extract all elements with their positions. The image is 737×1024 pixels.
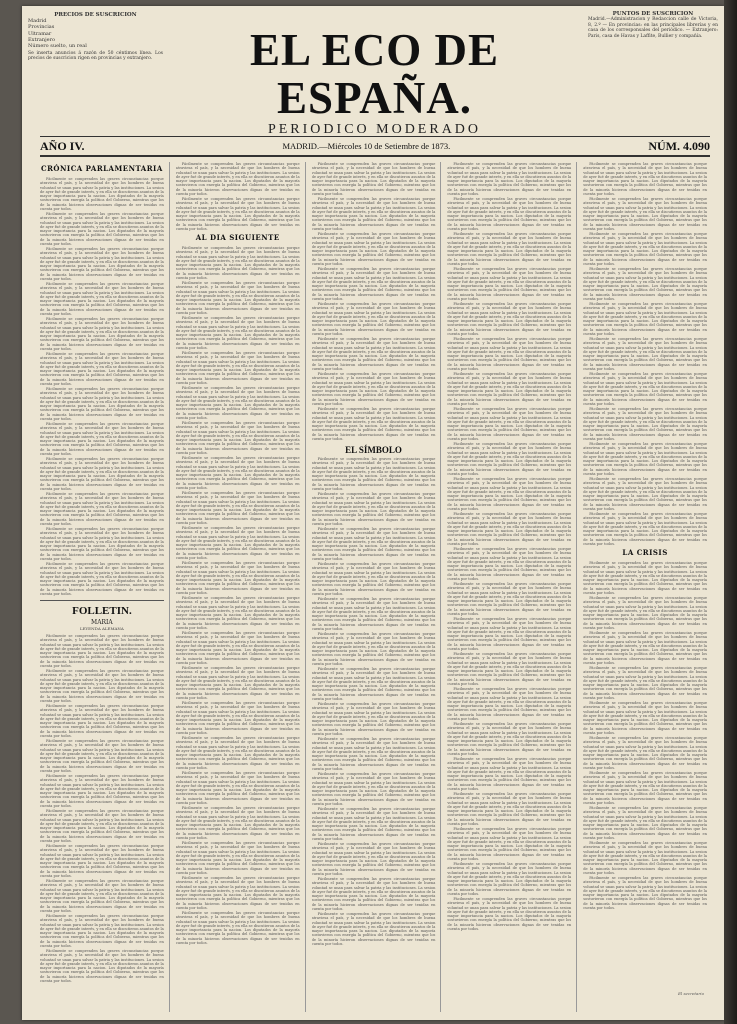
paragraph: Fácilmente se comprenden las graves circunstancias porque atraviesa el país, y la necesidad de que los hombres de buena voluntad se unan para salvar la patria y las instituciones. La sesion de ayer fué de grande interés, y en ella se discutieron asuntos de la mayor importancia para la nacion. Los diputados de la mayoría sostuvieron con energía la política del Gobierno, mientras que los de la minoría hicieron observaciones dignas de ser tenidas en cuenta por todos. xyxy=(175,246,300,280)
paragraph: Fácilmente se comprenden las graves circunstancias porque atraviesa el país, y la necesidad de que los hombres de buena voluntad se unan para salvar la patria y las instituciones. La sesion de ayer fué de grande interés, y en ella se discutieron asuntos de la mayor importancia para la nacion. Los diputados de la mayoría sostuvieron con energía la política del Gobierno, mientras que los de la minoría hicieron observaciones dignas de ser tenidas en cuenta por todos. xyxy=(175,666,300,700)
paragraph: Fácilmente se comprenden las graves circunstancias porque atraviesa el país, y la necesidad de que los hombres de buena voluntad se unan para salvar la patria y las instituciones. La sesion de ayer fué de grande interés, y en ella se discutieron asuntos de la mayor importancia para la nacion. Los diputados de la mayoría sostuvieron con energía la política del Gobierno, mientras que los de la minoría hicieron observaciones dignas de ser tenidas en cuenta por todos. xyxy=(583,701,707,735)
paragraph: Fácilmente se comprenden las graves circunstancias porque atraviesa el país, y la necesidad de que los hombres de buena voluntad se unan para salvar la patria y las instituciones. La sesion de ayer fué de grande interés, y en ella se discutieron asuntos de la mayor importancia para la nacion. Los diputados de la mayoría sostuvieron con energía la política del Gobierno, mientras que los de la minoría hicieron observaciones dignas de ser tenidas en cuenta por todos. xyxy=(311,162,436,196)
paragraph: Fácilmente se comprenden las graves circunstancias porque atraviesa el país, y la necesidad de que los hombres de buena voluntad se unan para salvar la patria y las instituciones. La sesion de ayer fué de grande interés, y en ella se discutieron asuntos de la mayor importancia para la nacion. Los diputados de la mayoría sostuvieron con energía la política del Gobierno, mientras que los de la minoría hicieron observaciones dignas de ser tenidas en cuenta por todos. xyxy=(447,442,572,476)
paragraph: Fácilmente se comprenden las graves circunstancias porque atraviesa el país, y la necesidad de que los hombres de buena voluntad se unan para salvar la patria y las instituciones. La sesion de ayer fué de grande interés, y en ella se discutieron asuntos de la mayor importancia para la nacion. Los diputados de la mayoría sostuvieron con energía la política del Gobierno, mientras que los de la minoría hicieron observaciones dignas de ser tenidas en cuenta por todos. xyxy=(583,666,707,700)
paragraph: Fácilmente se comprenden las graves circunstancias porque atraviesa el país, y la necesidad de que los hombres de buena voluntad se unan para salvar la patria y las instituciones. La sesion de ayer fué de grande interés, y en ella se discutieron asuntos de la mayor importancia para la nacion. Los diputados de la mayoría sostuvieron con energía la política del Gobierno, mientras que los de la minoría hicieron observaciones dignas de ser tenidas en cuenta por todos. xyxy=(175,806,300,840)
paragraph: Fácilmente se comprenden las graves circunstancias porque atraviesa el país, y la necesidad de que los hombres de buena voluntad se unan para salvar la patria y las instituciones. La sesion de ayer fué de grande interés, y en ella se discutieron asuntos de la mayor importancia para la nacion. Los diputados de la mayoría sostuvieron con energía la política del Gobierno, mientras que los de la minoría hicieron observaciones dignas de ser tenidas en cuenta por todos. xyxy=(447,232,572,266)
price-row: Extranjero xyxy=(28,36,55,43)
paragraph: Fácilmente se comprenden las graves circunstancias porque atraviesa el país, y la necesidad de que los hombres de buena voluntad se unan para salvar la patria y las instituciones. La sesion de ayer fué de grande interés, y en ella se discutieron asuntos de la mayor importancia para la nacion. Los diputados de la mayoría sostuvieron con energía la política del Gobierno, mientras que los de la minoría hicieron observaciones dignas de ser tenidas en cuenta por todos. xyxy=(583,477,707,511)
paragraph: Fácilmente se comprenden las graves circunstancias porque atraviesa el país, y la necesidad de que los hombres de buena voluntad se unan para salvar la patria y las instituciones. La sesion de ayer fué de grande interés, y en ella se discutieron asuntos de la mayor importancia para la nacion. Los diputados de la mayoría sostuvieron con energía la política del Gobierno, mientras que los de la minoría hicieron observaciones dignas de ser tenidas en cuenta por todos. xyxy=(311,492,436,526)
paragraph: Fácilmente se comprenden las graves circunstancias porque atraviesa el país, y la necesidad de que los hombres de buena voluntad se unan para salvar la patria y las instituciones. La sesion de ayer fué de grande interés, y en ella se discutieron asuntos de la mayor importancia para la nacion. Los diputados de la mayoría sostuvieron con energía la política del Gobierno, mientras que los de la minoría hicieron observaciones dignas de ser tenidas en cuenta por todos. xyxy=(311,562,436,596)
article-columns xyxy=(40,162,712,1012)
paragraph: Fácilmente se comprenden las graves circunstancias porque atraviesa el país, y la necesidad de que los hombres de buena voluntad se unan para salvar la patria y las instituciones. La sesion de ayer fué de grande interés, y en ella se discutieron asuntos de la mayor importancia para la nacion. Los diputados de la mayoría sostuvieron con energía la política del Gobierno, mientras que los de la minoría hicieron observaciones dignas de ser tenidas en cuenta por todos. xyxy=(175,631,300,665)
newspaper-subtitle: PERIODICO MODERADO xyxy=(267,122,482,137)
paragraph: Fácilmente se comprenden las graves circunstancias porque atraviesa el país, y la necesidad de que los hombres de buena voluntad se unan para salvar la patria y las instituciones. La sesion de ayer fué de grande interés, y en ella se discutieron asuntos de la mayor importancia para la nacion. Los diputados de la mayoría sostuvieron con energía la política del Gobierno, mientras que los de la minoría hicieron observaciones dignas de ser tenidas en cuenta por todos. xyxy=(583,372,707,406)
book-binding-edge xyxy=(724,0,737,1024)
signature: El secretario xyxy=(677,991,704,996)
paragraph: Fácilmente se comprenden las graves circunstancias porque atraviesa el país, y la necesidad de que los hombres de buena voluntad se unan para salvar la patria y las instituciones. La sesion de ayer fué de grande interés, y en ella se discutieron asuntos de la mayor importancia para la nacion. Los diputados de la mayoría sostuvieron con energía la política del Gobierno, mientras que los de la minoría hicieron observaciones dignas de ser tenidas en cuenta por todos. xyxy=(447,617,572,651)
issue-number: NÚM. 4.090 xyxy=(648,138,710,153)
paragraph: Fácilmente se comprenden las graves circunstancias porque atraviesa el país, y la necesidad de que los hombres de buena voluntad se unan para salvar la patria y las instituciones. La sesion de ayer fué de grande interés, y en ella se discutieron asuntos de la mayor importancia para la nacion. Los diputados de la mayoría sostuvieron con energía la política del Gobierno, mientras que los de la minoría hicieron observaciones dignas de ser tenidas en cuenta por todos. xyxy=(583,162,707,196)
paragraph: Fácilmente se comprenden las graves circunstancias porque atraviesa el país, y la necesidad de que los hombres de buena voluntad se unan para salvar la patria y las instituciones. La sesion de ayer fué de grande interés, y en ella se discutieron asuntos de la mayor importancia para la nacion. Los diputados de la mayoría sostuvieron con energía la política del Gobierno, mientras que los de la minoría hicieron observaciones dignas de ser tenidas en cuenta por todos. xyxy=(40,247,164,281)
issue-year: AÑO IV. xyxy=(40,138,85,153)
paragraph: Fácilmente se comprenden las graves circunstancias porque atraviesa el país, y la necesidad de que los hombres de buena voluntad se unan para salvar la patria y las instituciones. La sesion de ayer fué de grande interés, y en ella se discutieron asuntos de la mayor importancia para la nacion. Los diputados de la mayoría sostuvieron con energía la política del Gobierno, mientras que los de la minoría hicieron observaciones dignas de ser tenidas en cuenta por todos. xyxy=(311,877,436,911)
paragraph: Fácilmente se comprenden las graves circunstancias porque atraviesa el país, y la necesidad de que los hombres de buena voluntad se unan para salvar la patria y las instituciones. La sesion de ayer fué de grande interés, y en ella se discutieron asuntos de la mayor importancia para la nacion. Los diputados de la mayoría sostuvieron con energía la política del Gobierno, mientras que los de la minoría hicieron observaciones dignas de ser tenidas en cuenta por todos. xyxy=(583,596,707,630)
paragraph: Fácilmente se comprenden las graves circunstancias porque atraviesa el país, y la necesidad de que los hombres de buena voluntad se unan para salvar la patria y las instituciones. La sesion de ayer fué de grande interés, y en ella se discutieron asuntos de la mayor importancia para la nacion. Los diputados de la mayoría sostuvieron con energía la política del Gobierno, mientras que los de la minoría hicieron observaciones dignas de ser tenidas en cuenta por todos. xyxy=(311,737,436,771)
paragraph: Fácilmente se comprenden las graves circunstancias porque atraviesa el país, y la necesidad de que los hombres de buena voluntad se unan para salvar la patria y las instituciones. La sesion de ayer fué de grande interés, y en ella se discutieron asuntos de la mayor importancia para la nacion. Los diputados de la mayoría sostuvieron con energía la política del Gobierno, mientras que los de la minoría hicieron observaciones dignas de ser tenidas en cuenta por todos. xyxy=(311,302,436,336)
article-text xyxy=(583,162,707,546)
paragraph: Fácilmente se comprenden las graves circunstancias porque atraviesa el país, y la necesidad de que los hombres de buena voluntad se unan para salvar la patria y las instituciones. La sesion de ayer fué de grande interés, y en ella se discutieron asuntos de la mayor importancia para la nacion. Los diputados de la mayoría sostuvieron con energía la política del Gobierno, mientras que los de la minoría hicieron observaciones dignas de ser tenidas en cuenta por todos. xyxy=(40,634,164,668)
paragraph: Fácilmente se comprenden las graves circunstancias porque atraviesa el país, y la necesidad de que los hombres de buena voluntad se unan para salvar la patria y las instituciones. La sesion de ayer fué de grande interés, y en ella se discutieron asuntos de la mayor importancia para la nacion. Los diputados de la mayoría sostuvieron con energía la política del Gobierno, mientras que los de la minoría hicieron observaciones dignas de ser tenidas en cuenta por todos. xyxy=(40,212,164,246)
paragraph: Fácilmente se comprenden las graves circunstancias porque atraviesa el país, y la necesidad de que los hombres de buena voluntad se unan para salvar la patria y las instituciones. La sesion de ayer fué de grande interés, y en ella se discutieron asuntos de la mayor importancia para la nacion. Los diputados de la mayoría sostuvieron con energía la política del Gobierno, mientras que los de la minoría hicieron observaciones dignas de ser tenidas en cuenta por todos. xyxy=(447,582,572,616)
paragraph: Fácilmente se comprenden las graves circunstancias porque atraviesa el país, y la necesidad de que los hombres de buena voluntad se unan para salvar la patria y las instituciones. La sesion de ayer fué de grande interés, y en ella se discutieron asuntos de la mayor importancia para la nacion. Los diputados de la mayoría sostuvieron con energía la política del Gobierno, mientras que los de la minoría hicieron observaciones dignas de ser tenidas en cuenta por todos. xyxy=(583,197,707,231)
paragraph: Fácilmente se comprenden las graves circunstancias porque atraviesa el país, y la necesidad de que los hombres de buena voluntad se unan para salvar la patria y las instituciones. La sesion de ayer fué de grande interés, y en ella se discutieron asuntos de la mayor importancia para la nacion. Los diputados de la mayoría sostuvieron con energía la política del Gobierno, mientras que los de la minoría hicieron observaciones dignas de ser tenidas en cuenta por todos. xyxy=(311,372,436,406)
paragraph: Fácilmente se comprenden las graves circunstancias porque atraviesa el país, y la necesidad de que los hombres de buena voluntad se unan para salvar la patria y las instituciones. La sesion de ayer fué de grande interés, y en ella se discutieron asuntos de la mayor importancia para la nacion. Los diputados de la mayoría sostuvieron con energía la política del Gobierno, mientras que los de la minoría hicieron observaciones dignas de ser tenidas en cuenta por todos. xyxy=(311,232,436,266)
paragraph: Fácilmente se comprenden las graves circunstancias porque atraviesa el país, y la necesidad de que los hombres de buena voluntad se unan para salvar la patria y las instituciones. La sesion de ayer fué de grande interés, y en ella se discutieron asuntos de la mayor importancia para la nacion. Los diputados de la mayoría sostuvieron con energía la política del Gobierno, mientras que los de la minoría hicieron observaciones dignas de ser tenidas en cuenta por todos. xyxy=(311,772,436,806)
paragraph: Fácilmente se comprenden las graves circunstancias porque atraviesa el país, y la necesidad de que los hombres de buena voluntad se unan para salvar la patria y las instituciones. La sesion de ayer fué de grande interés, y en ella se discutieron asuntos de la mayor importancia para la nacion. Los diputados de la mayoría sostuvieron con energía la política del Gobierno, mientras que los de la minoría hicieron observaciones dignas de ser tenidas en cuenta por todos. xyxy=(175,911,300,945)
paragraph: Fácilmente se comprenden las graves circunstancias porque atraviesa el país, y la necesidad de que los hombres de buena voluntad se unan para salvar la patria y las instituciones. La sesion de ayer fué de grande interés, y en ella se discutieron asuntos de la mayor importancia para la nacion. Los diputados de la mayoría sostuvieron con energía la política del Gobierno, mientras que los de la minoría hicieron observaciones dignas de ser tenidas en cuenta por todos. xyxy=(40,704,164,738)
paragraph: Fácilmente se comprenden las graves circunstancias porque atraviesa el país, y la necesidad de que los hombres de buena voluntad se unan para salvar la patria y las instituciones. La sesion de ayer fué de grande interés, y en ella se discutieron asuntos de la mayor importancia para la nacion. Los diputados de la mayoría sostuvieron con energía la política del Gobierno, mientras que los de la minoría hicieron observaciones dignas de ser tenidas en cuenta por todos. xyxy=(447,827,572,861)
paragraph: Fácilmente se comprenden las graves circunstancias porque atraviesa el país, y la necesidad de que los hombres de buena voluntad se unan para salvar la patria y las instituciones. La sesion de ayer fué de grande interés, y en ella se discutieron asuntos de la mayor importancia para la nacion. Los diputados de la mayoría sostuvieron con energía la política del Gobierno, mientras que los de la minoría hicieron observaciones dignas de ser tenidas en cuenta por todos. xyxy=(175,841,300,875)
price-row: Ultramar xyxy=(28,30,52,37)
paragraph: Fácilmente se comprenden las graves circunstancias porque atraviesa el país, y la necesidad de que los hombres de buena voluntad se unan para salvar la patria y las instituciones. La sesion de ayer fué de grande interés, y en ella se discutieron asuntos de la mayor importancia para la nacion. Los diputados de la mayoría sostuvieron con energía la política del Gobierno, mientras que los de la minoría hicieron observaciones dignas de ser tenidas en cuenta por todos. xyxy=(447,267,572,301)
article-text xyxy=(176,162,300,231)
folletin-subtitle: LEYENDA ALEMANA xyxy=(79,626,124,631)
paragraph: Fácilmente se comprenden las graves circunstancias porque atraviesa el país, y la necesidad de que los hombres de buena voluntad se unan para salvar la patria y las instituciones. La sesion de ayer fué de grande interés, y en ella se discutieron asuntos de la mayor importancia para la nacion. Los diputados de la mayoría sostuvieron con energía la política del Gobierno, mientras que los de la minoría hicieron observaciones dignas de ser tenidas en cuenta por todos. xyxy=(175,351,300,385)
paragraph: Fácilmente se comprenden las graves circunstancias porque atraviesa el país, y la necesidad de que los hombres de buena voluntad se unan para salvar la patria y las instituciones. La sesion de ayer fué de grande interés, y en ella se discutieron asuntos de la mayor importancia para la nacion. Los diputados de la mayoría sostuvieron con energía la política del Gobierno, mientras que los de la minoría hicieron observaciones dignas de ser tenidas en cuenta por todos. xyxy=(311,807,436,841)
paragraph: Fácilmente se comprenden las graves circunstancias porque atraviesa el país, y la necesidad de que los hombres de buena voluntad se unan para salvar la patria y las instituciones. La sesion de ayer fué de grande interés, y en ella se discutieron asuntos de la mayor importancia para la nacion. Los diputados de la mayoría sostuvieron con energía la política del Gobierno, mientras que los de la minoría hicieron observaciones dignas de ser tenidas en cuenta por todos. xyxy=(175,596,300,630)
paragraph: Fácilmente se comprenden las graves circunstancias porque atraviesa el país, y la necesidad de que los hombres de buena voluntad se unan para salvar la patria y las instituciones. La sesion de ayer fué de grande interés, y en ella se discutieron asuntos de la mayor importancia para la nacion. Los diputados de la mayoría sostuvieron con energía la política del Gobierno, mientras que los de la minoría hicieron observaciones dignas de ser tenidas en cuenta por todos. xyxy=(447,757,572,791)
paragraph: Fácilmente se comprenden las graves circunstancias porque atraviesa el país, y la necesidad de que los hombres de buena voluntad se unan para salvar la patria y las instituciones. La sesion de ayer fué de grande interés, y en ella se discutieron asuntos de la mayor importancia para la nacion. Los diputados de la mayoría sostuvieron con energía la política del Gobierno, mientras que los de la minoría hicieron observaciones dignas de ser tenidas en cuenta por todos. xyxy=(311,632,436,666)
paragraph: Fácilmente se comprenden las graves circunstancias porque atraviesa el país, y la necesidad de que los hombres de buena voluntad se unan para salvar la patria y las instituciones. La sesion de ayer fué de grande interés, y en ella se discutieron asuntos de la mayor importancia para la nacion. Los diputados de la mayoría sostuvieron con energía la política del Gobierno, mientras que los de la minoría hicieron observaciones dignas de ser tenidas en cuenta por todos. xyxy=(447,722,572,756)
article-text xyxy=(176,246,300,945)
paragraph: Fácilmente se comprenden las graves circunstancias porque atraviesa el país, y la necesidad de que los hombres de buena voluntad se unan para salvar la patria y las instituciones. La sesion de ayer fué de grande interés, y en ella se discutieron asuntos de la mayor importancia para la nacion. Los diputados de la mayoría sostuvieron con energía la política del Gobierno, mientras que los de la minoría hicieron observaciones dignas de ser tenidas en cuenta por todos. xyxy=(447,897,572,931)
newspaper-title: EL ECO DE ESPAÑA. xyxy=(249,25,500,123)
article-text xyxy=(312,457,436,946)
paragraph: Fácilmente se comprenden las graves circunstancias porque atraviesa el país, y la necesidad de que los hombres de buena voluntad se unan para salvar la patria y las instituciones. La sesion de ayer fué de grande interés, y en ella se discutieron asuntos de la mayor importancia para la nacion. Los diputados de la mayoría sostuvieron con energía la política del Gobierno, mientras que los de la minoría hicieron observaciones dignas de ser tenidas en cuenta por todos. xyxy=(583,841,707,875)
article-text xyxy=(312,162,436,441)
paragraph: Fácilmente se comprenden las graves circunstancias porque atraviesa el país, y la necesidad de que los hombres de buena voluntad se unan para salvar la patria y las instituciones. La sesion de ayer fué de grande interés, y en ella se discutieron asuntos de la mayor importancia para la nacion. Los diputados de la mayoría sostuvieron con energía la política del Gobierno, mientras que los de la minoría hicieron observaciones dignas de ser tenidas en cuenta por todos. xyxy=(311,457,436,491)
paragraph: Fácilmente se comprenden las graves circunstancias porque atraviesa el país, y la necesidad de que los hombres de buena voluntad se unan para salvar la patria y las instituciones. La sesion de ayer fué de grande interés, y en ella se discutieron asuntos de la mayor importancia para la nacion. Los diputados de la mayoría sostuvieron con energía la política del Gobierno, mientras que los de la minoría hicieron observaciones dignas de ser tenidas en cuenta por todos. xyxy=(311,527,436,561)
column-heading: CRÓNICA PARLAMENTARIA xyxy=(41,164,163,173)
paragraph: Fácilmente se comprenden las graves circunstancias porque atraviesa el país, y la necesidad de que los hombres de buena voluntad se unan para salvar la patria y las instituciones. La sesion de ayer fué de grande interés, y en ella se discutieron asuntos de la mayor importancia para la nacion. Los diputados de la mayoría sostuvieron con energía la política del Gobierno, mientras que los de la minoría hicieron observaciones dignas de ser tenidas en cuenta por todos. xyxy=(583,631,707,665)
paragraph: Fácilmente se comprenden las graves circunstancias porque atraviesa el país, y la necesidad de que los hombres de buena voluntad se unan para salvar la patria y las instituciones. La sesion de ayer fué de grande interés, y en ella se discutieron asuntos de la mayor importancia para la nacion. Los diputados de la mayoría sostuvieron con energía la política del Gobierno, mientras que los de la minoría hicieron observaciones dignas de ser tenidas en cuenta por todos. xyxy=(447,407,572,441)
paragraph: Fácilmente se comprenden las graves circunstancias porque atraviesa el país, y la necesidad de que los hombres de buena voluntad se unan para salvar la patria y las instituciones. La sesion de ayer fué de grande interés, y en ella se discutieron asuntos de la mayor importancia para la nacion. Los diputados de la mayoría sostuvieron con energía la política del Gobierno, mientras que los de la minoría hicieron observaciones dignas de ser tenidas en cuenta por todos. xyxy=(40,492,164,526)
paragraph: Fácilmente se comprenden las graves circunstancias porque atraviesa el país, y la necesidad de que los hombres de buena voluntad se unan para salvar la patria y las instituciones. La sesion de ayer fué de grande interés, y en ella se discutieron asuntos de la mayor importancia para la nacion. Los diputados de la mayoría sostuvieron con energía la política del Gobierno, mientras que los de la minoría hicieron observaciones dignas de ser tenidas en cuenta por todos. xyxy=(583,561,707,595)
paragraph: Fácilmente se comprenden las graves circunstancias porque atraviesa el país, y la necesidad de que los hombres de buena voluntad se unan para salvar la patria y las instituciones. La sesion de ayer fué de grande interés, y en ella se discutieron asuntos de la mayor importancia para la nacion. Los diputados de la mayoría sostuvieron con energía la política del Gobierno, mientras que los de la minoría hicieron observaciones dignas de ser tenidas en cuenta por todos. xyxy=(40,562,164,596)
paragraph: Fácilmente se comprenden las graves circunstancias porque atraviesa el país, y la necesidad de que los hombres de buena voluntad se unan para salvar la patria y las instituciones. La sesion de ayer fué de grande interés, y en ella se discutieron asuntos de la mayor importancia para la nacion. Los diputados de la mayoría sostuvieron con energía la política del Gobierno, mientras que los de la minoría hicieron observaciones dignas de ser tenidas en cuenta por todos. xyxy=(40,879,164,913)
article-text xyxy=(583,561,707,910)
paragraph: Fácilmente se comprenden las graves circunstancias porque atraviesa el país, y la necesidad de que los hombres de buena voluntad se unan para salvar la patria y las instituciones. La sesion de ayer fué de grande interés, y en ella se discutieron asuntos de la mayor importancia para la nacion. Los diputados de la mayoría sostuvieron con energía la política del Gobierno, mientras que los de la minoría hicieron observaciones dignas de ser tenidas en cuenta por todos. xyxy=(40,352,164,386)
paragraph: Fácilmente se comprenden las graves circunstancias porque atraviesa el país, y la necesidad de que los hombres de buena voluntad se unan para salvar la patria y las instituciones. La sesion de ayer fué de grande interés, y en ella se discutieron asuntos de la mayor importancia para la nacion. Los diputados de la mayoría sostuvieron con energía la política del Gobierno, mientras que los de la minoría hicieron observaciones dignas de ser tenidas en cuenta por todos. xyxy=(311,667,436,701)
paragraph: Fácilmente se comprenden las graves circunstancias porque atraviesa el país, y la necesidad de que los hombres de buena voluntad se unan para salvar la patria y las instituciones. La sesion de ayer fué de grande interés, y en ella se discutieron asuntos de la mayor importancia para la nacion. Los diputados de la mayoría sostuvieron con energía la política del Gobierno, mientras que los de la minoría hicieron observaciones dignas de ser tenidas en cuenta por todos. xyxy=(175,316,300,350)
column-5 xyxy=(583,162,712,1012)
paragraph: Fácilmente se comprenden las graves circunstancias porque atraviesa el país, y la necesidad de que los hombres de buena voluntad se unan para salvar la patria y las instituciones. La sesion de ayer fué de grande interés, y en ella se discutieron asuntos de la mayor importancia para la nacion. Los diputados de la mayoría sostuvieron con energía la política del Gobierno, mientras que los de la minoría hicieron observaciones dignas de ser tenidas en cuenta por todos. xyxy=(175,736,300,770)
column-heading: EL SÍMBOLO xyxy=(345,445,402,455)
paragraph: Fácilmente se comprenden las graves circunstancias porque atraviesa el país, y la necesidad de que los hombres de buena voluntad se unan para salvar la patria y las instituciones. La sesion de ayer fué de grande interés, y en ella se discutieron asuntos de la mayor importancia para la nacion. Los diputados de la mayoría sostuvieron con energía la política del Gobierno, mientras que los de la minoría hicieron observaciones dignas de ser tenidas en cuenta por todos. xyxy=(40,457,164,491)
price-row: Número suelto, un real xyxy=(28,43,87,50)
article-text xyxy=(40,634,164,983)
article-text xyxy=(447,162,571,931)
paragraph: Fácilmente se comprenden las graves circunstancias porque atraviesa el país, y la necesidad de que los hombres de buena voluntad se unan para salvar la patria y las instituciones. La sesion de ayer fué de grande interés, y en ella se discutieron asuntos de la mayor importancia para la nacion. Los diputados de la mayoría sostuvieron con energía la política del Gobierno, mientras que los de la minoría hicieron observaciones dignas de ser tenidas en cuenta por todos. xyxy=(40,949,164,983)
paragraph: Fácilmente se comprenden las graves circunstancias porque atraviesa el país, y la necesidad de que los hombres de buena voluntad se unan para salvar la patria y las instituciones. La sesion de ayer fué de grande interés, y en ella se discutieron asuntos de la mayor importancia para la nacion. Los diputados de la mayoría sostuvieron con energía la política del Gobierno, mientras que los de la minoría hicieron observaciones dignas de ser tenidas en cuenta por todos. xyxy=(40,317,164,351)
paragraph: Fácilmente se comprenden las graves circunstancias porque atraviesa el país, y la necesidad de que los hombres de buena voluntad se unan para salvar la patria y las instituciones. La sesion de ayer fué de grande interés, y en ella se discutieron asuntos de la mayor importancia para la nacion. Los diputados de la mayoría sostuvieron con energía la política del Gobierno, mientras que los de la minoría hicieron observaciones dignas de ser tenidas en cuenta por todos. xyxy=(40,739,164,773)
paragraph: Fácilmente se comprenden las graves circunstancias porque atraviesa el país, y la necesidad de que los hombres de buena voluntad se unan para salvar la patria y las instituciones. La sesion de ayer fué de grande interés, y en ella se discutieron asuntos de la mayor importancia para la nacion. Los diputados de la mayoría sostuvieron con energía la política del Gobierno, mientras que los de la minoría hicieron observaciones dignas de ser tenidas en cuenta por todos. xyxy=(447,337,572,371)
subs-text: Madrid.—Administracion y Redaccion calle de Victoria, 8, 2.º — En provincias: en las principales librerías y en casa de los corresponsales del periódico. — Extranjero: Paris, casa de Havas y Laffite, Bullier y compañía. xyxy=(588,17,718,39)
paragraph: Fácilmente se comprenden las graves circunstancias porque atraviesa el país, y la necesidad de que los hombres de buena voluntad se unan para salvar la patria y las instituciones. La sesion de ayer fué de grande interés, y en ella se discutieron asuntos de la mayor importancia para la nacion. Los diputados de la mayoría sostuvieron con energía la política del Gobierno, mientras que los de la minoría hicieron observaciones dignas de ser tenidas en cuenta por todos. xyxy=(175,421,300,455)
paragraph: Fácilmente se comprenden las graves circunstancias porque atraviesa el país, y la necesidad de que los hombres de buena voluntad se unan para salvar la patria y las instituciones. La sesion de ayer fué de grande interés, y en ella se discutieron asuntos de la mayor importancia para la nacion. Los diputados de la mayoría sostuvieron con energía la política del Gobierno, mientras que los de la minoría hicieron observaciones dignas de ser tenidas en cuenta por todos. xyxy=(40,914,164,948)
subs-title: PUNTOS DE SUSCRICION xyxy=(612,11,694,17)
subscription-points xyxy=(588,12,718,39)
paragraph: Fácilmente se comprenden las graves circunstancias porque atraviesa el país, y la necesidad de que los hombres de buena voluntad se unan para salvar la patria y las instituciones. La sesion de ayer fué de grande interés, y en ella se discutieron asuntos de la mayor importancia para la nacion. Los diputados de la mayoría sostuvieron con energía la política del Gobierno, mientras que los de la minoría hicieron observaciones dignas de ser tenidas en cuenta por todos. xyxy=(447,162,572,196)
paragraph: Fácilmente se comprenden las graves circunstancias porque atraviesa el país, y la necesidad de que los hombres de buena voluntad se unan para salvar la patria y las instituciones. La sesion de ayer fué de grande interés, y en ella se discutieron asuntos de la mayor importancia para la nacion. Los diputados de la mayoría sostuvieron con energía la política del Gobierno, mientras que los de la minoría hicieron observaciones dignas de ser tenidas en cuenta por todos. xyxy=(175,771,300,805)
paragraph: Fácilmente se comprenden las graves circunstancias porque atraviesa el país, y la necesidad de que los hombres de buena voluntad se unan para salvar la patria y las instituciones. La sesion de ayer fué de grande interés, y en ella se discutieron asuntos de la mayor importancia para la nacion. Los diputados de la mayoría sostuvieron con energía la política del Gobierno, mientras que los de la minoría hicieron observaciones dignas de ser tenidas en cuenta por todos. xyxy=(583,442,707,476)
price-row: Provincias xyxy=(28,24,55,31)
paragraph: Fácilmente se comprenden las graves circunstancias porque atraviesa el país, y la necesidad de que los hombres de buena voluntad se unan para salvar la patria y las instituciones. La sesion de ayer fué de grande interés, y en ella se discutieron asuntos de la mayor importancia para la nacion. Los diputados de la mayoría sostuvieron con energía la política del Gobierno, mientras que los de la minoría hicieron observaciones dignas de ser tenidas en cuenta por todos. xyxy=(175,526,300,560)
paragraph: Fácilmente se comprenden las graves circunstancias porque atraviesa el país, y la necesidad de que los hombres de buena voluntad se unan para salvar la patria y las instituciones. La sesion de ayer fué de grande interés, y en ella se discutieron asuntos de la mayor importancia para la nacion. Los diputados de la mayoría sostuvieron con energía la política del Gobierno, mientras que los de la minoría hicieron observaciones dignas de ser tenidas en cuenta por todos. xyxy=(311,197,436,231)
article-text xyxy=(40,177,164,596)
masthead xyxy=(167,26,582,138)
paragraph: Fácilmente se comprenden las graves circunstancias porque atraviesa el país, y la necesidad de que los hombres de buena voluntad se unan para salvar la patria y las instituciones. La sesion de ayer fué de grande interés, y en ella se discutieron asuntos de la mayor importancia para la nacion. Los diputados de la mayoría sostuvieron con energía la política del Gobierno, mientras que los de la minoría hicieron observaciones dignas de ser tenidas en cuenta por todos. xyxy=(175,197,300,231)
paragraph: Fácilmente se comprenden las graves circunstancias porque atraviesa el país, y la necesidad de que los hombres de buena voluntad se unan para salvar la patria y las instituciones. La sesion de ayer fué de grande interés, y en ella se discutieron asuntos de la mayor importancia para la nacion. Los diputados de la mayoría sostuvieron con energía la política del Gobierno, mientras que los de la minoría hicieron observaciones dignas de ser tenidas en cuenta por todos. xyxy=(583,337,707,371)
paragraph: Fácilmente se comprenden las graves circunstancias porque atraviesa el país, y la necesidad de que los hombres de buena voluntad se unan para salvar la patria y las instituciones. La sesion de ayer fué de grande interés, y en ella se discutieron asuntos de la mayor importancia para la nacion. Los diputados de la mayoría sostuvieron con energía la política del Gobierno, mientras que los de la minoría hicieron observaciones dignas de ser tenidas en cuenta por todos. xyxy=(175,561,300,595)
paragraph: Fácilmente se comprenden las graves circunstancias porque atraviesa el país, y la necesidad de que los hombres de buena voluntad se unan para salvar la patria y las instituciones. La sesion de ayer fué de grande interés, y en ella se discutieron asuntos de la mayor importancia para la nacion. Los diputados de la mayoría sostuvieron con energía la política del Gobierno, mientras que los de la minoría hicieron observaciones dignas de ser tenidas en cuenta por todos. xyxy=(175,876,300,910)
paragraph: Fácilmente se comprenden las graves circunstancias porque atraviesa el país, y la necesidad de que los hombres de buena voluntad se unan para salvar la patria y las instituciones. La sesion de ayer fué de grande interés, y en ella se discutieron asuntos de la mayor importancia para la nacion. Los diputados de la mayoría sostuvieron con energía la política del Gobierno, mientras que los de la minoría hicieron observaciones dignas de ser tenidas en cuenta por todos. xyxy=(40,809,164,843)
prices-note: Se inserta anuncios á razón de 50 céntimos línea. Los precios de suscricion rigen en provincias y extranjero. xyxy=(28,51,163,62)
paragraph: Fácilmente se comprenden las graves circunstancias porque atraviesa el país, y la necesidad de que los hombres de buena voluntad se unan para salvar la patria y las instituciones. La sesion de ayer fué de grande interés, y en ella se discutieron asuntos de la mayor importancia para la nacion. Los diputados de la mayoría sostuvieron con energía la política del Gobierno, mientras que los de la minoría hicieron observaciones dignas de ser tenidas en cuenta por todos. xyxy=(583,876,707,910)
paragraph: Fácilmente se comprenden las graves circunstancias porque atraviesa el país, y la necesidad de que los hombres de buena voluntad se unan para salvar la patria y las instituciones. La sesion de ayer fué de grande interés, y en ella se discutieron asuntos de la mayor importancia para la nacion. Los diputados de la mayoría sostuvieron con energía la política del Gobierno, mientras que los de la minoría hicieron observaciones dignas de ser tenidas en cuenta por todos. xyxy=(447,687,572,721)
paragraph: Fácilmente se comprenden las graves circunstancias porque atraviesa el país, y la necesidad de que los hombres de buena voluntad se unan para salvar la patria y las instituciones. La sesion de ayer fué de grande interés, y en ella se discutieron asuntos de la mayor importancia para la nacion. Los diputados de la mayoría sostuvieron con energía la política del Gobierno, mientras que los de la minoría hicieron observaciones dignas de ser tenidas en cuenta por todos. xyxy=(40,177,164,211)
subscription-prices xyxy=(28,12,163,61)
paragraph: Fácilmente se comprenden las graves circunstancias porque atraviesa el país, y la necesidad de que los hombres de buena voluntad se unan para salvar la patria y las instituciones. La sesion de ayer fué de grande interés, y en ella se discutieron asuntos de la mayor importancia para la nacion. Los diputados de la mayoría sostuvieron con energía la política del Gobierno, mientras que los de la minoría hicieron observaciones dignas de ser tenidas en cuenta por todos. xyxy=(583,267,707,301)
paragraph: Fácilmente se comprenden las graves circunstancias porque atraviesa el país, y la necesidad de que los hombres de buena voluntad se unan para salvar la patria y las instituciones. La sesion de ayer fué de grande interés, y en ella se discutieron asuntos de la mayor importancia para la nacion. Los diputados de la mayoría sostuvieron con energía la política del Gobierno, mientras que los de la minoría hicieron observaciones dignas de ser tenidas en cuenta por todos. xyxy=(311,912,436,946)
newspaper-page xyxy=(22,6,724,1020)
paragraph: Fácilmente se comprenden las graves circunstancias porque atraviesa el país, y la necesidad de que los hombres de buena voluntad se unan para salvar la patria y las instituciones. La sesion de ayer fué de grande interés, y en ella se discutieron asuntos de la mayor importancia para la nacion. Los diputados de la mayoría sostuvieron con energía la política del Gobierno, mientras que los de la minoría hicieron observaciones dignas de ser tenidas en cuenta por todos. xyxy=(311,597,436,631)
prices-title: PRECIOS DE SUSCRICION xyxy=(54,12,137,18)
folletin-heading: FOLLETIN. xyxy=(72,605,132,617)
paragraph: Fácilmente se comprenden las graves circunstancias porque atraviesa el país, y la necesidad de que los hombres de buena voluntad se unan para salvar la patria y las instituciones. La sesion de ayer fué de grande interés, y en ella se discutieron asuntos de la mayor importancia para la nacion. Los diputados de la mayoría sostuvieron con energía la política del Gobierno, mientras que los de la minoría hicieron observaciones dignas de ser tenidas en cuenta por todos. xyxy=(447,547,572,581)
column-heading: LA CRISIS xyxy=(622,548,668,557)
column-4 xyxy=(447,162,577,1012)
paragraph: Fácilmente se comprenden las graves circunstancias porque atraviesa el país, y la necesidad de que los hombres de buena voluntad se unan para salvar la patria y las instituciones. La sesion de ayer fué de grande interés, y en ella se discutieron asuntos de la mayor importancia para la nacion. Los diputados de la mayoría sostuvieron con energía la política del Gobierno, mientras que los de la minoría hicieron observaciones dignas de ser tenidas en cuenta por todos. xyxy=(40,527,164,561)
paragraph: Fácilmente se comprenden las graves circunstancias porque atraviesa el país, y la necesidad de que los hombres de buena voluntad se unan para salvar la patria y las instituciones. La sesion de ayer fué de grande interés, y en ella se discutieron asuntos de la mayor importancia para la nacion. Los diputados de la mayoría sostuvieron con energía la política del Gobierno, mientras que los de la minoría hicieron observaciones dignas de ser tenidas en cuenta por todos. xyxy=(447,302,572,336)
paragraph: Fácilmente se comprenden las graves circunstancias porque atraviesa el país, y la necesidad de que los hombres de buena voluntad se unan para salvar la patria y las instituciones. La sesion de ayer fué de grande interés, y en ella se discutieron asuntos de la mayor importancia para la nacion. Los diputados de la mayoría sostuvieron con energía la política del Gobierno, mientras que los de la minoría hicieron observaciones dignas de ser tenidas en cuenta por todos. xyxy=(447,862,572,896)
paragraph: Fácilmente se comprenden las graves circunstancias porque atraviesa el país, y la necesidad de que los hombres de buena voluntad se unan para salvar la patria y las instituciones. La sesion de ayer fué de grande interés, y en ella se discutieron asuntos de la mayor importancia para la nacion. Los diputados de la mayoría sostuvieron con energía la política del Gobierno, mientras que los de la minoría hicieron observaciones dignas de ser tenidas en cuenta por todos. xyxy=(583,771,707,805)
paragraph: Fácilmente se comprenden las graves circunstancias porque atraviesa el país, y la necesidad de que los hombres de buena voluntad se unan para salvar la patria y las instituciones. La sesion de ayer fué de grande interés, y en ella se discutieron asuntos de la mayor importancia para la nacion. Los diputados de la mayoría sostuvieron con energía la política del Gobierno, mientras que los de la minoría hicieron observaciones dignas de ser tenidas en cuenta por todos. xyxy=(40,844,164,878)
paragraph: Fácilmente se comprenden las graves circunstancias porque atraviesa el país, y la necesidad de que los hombres de buena voluntad se unan para salvar la patria y las instituciones. La sesion de ayer fué de grande interés, y en ella se discutieron asuntos de la mayor importancia para la nacion. Los diputados de la mayoría sostuvieron con energía la política del Gobierno, mientras que los de la minoría hicieron observaciones dignas de ser tenidas en cuenta por todos. xyxy=(311,702,436,736)
paragraph: Fácilmente se comprenden las graves circunstancias porque atraviesa el país, y la necesidad de que los hombres de buena voluntad se unan para salvar la patria y las instituciones. La sesion de ayer fué de grande interés, y en ella se discutieron asuntos de la mayor importancia para la nacion. Los diputados de la mayoría sostuvieron con energía la política del Gobierno, mientras que los de la minoría hicieron observaciones dignas de ser tenidas en cuenta por todos. xyxy=(175,162,300,196)
column-1 xyxy=(40,162,170,1012)
column-2 xyxy=(176,162,306,1012)
paragraph: Fácilmente se comprenden las graves circunstancias porque atraviesa el país, y la necesidad de que los hombres de buena voluntad se unan para salvar la patria y las instituciones. La sesion de ayer fué de grande interés, y en ella se discutieron asuntos de la mayor importancia para la nacion. Los diputados de la mayoría sostuvieron con energía la política del Gobierno, mientras que los de la minoría hicieron observaciones dignas de ser tenidas en cuenta por todos. xyxy=(40,774,164,808)
paragraph: Fácilmente se comprenden las graves circunstancias porque atraviesa el país, y la necesidad de que los hombres de buena voluntad se unan para salvar la patria y las instituciones. La sesion de ayer fué de grande interés, y en ella se discutieron asuntos de la mayor importancia para la nacion. Los diputados de la mayoría sostuvieron con energía la política del Gobierno, mientras que los de la minoría hicieron observaciones dignas de ser tenidas en cuenta por todos. xyxy=(583,736,707,770)
paragraph: Fácilmente se comprenden las graves circunstancias porque atraviesa el país, y la necesidad de que los hombres de buena voluntad se unan para salvar la patria y las instituciones. La sesion de ayer fué de grande interés, y en ella se discutieron asuntos de la mayor importancia para la nacion. Los diputados de la mayoría sostuvieron con energía la política del Gobierno, mientras que los de la minoría hicieron observaciones dignas de ser tenidas en cuenta por todos. xyxy=(447,792,572,826)
paragraph: Fácilmente se comprenden las graves circunstancias porque atraviesa el país, y la necesidad de que los hombres de buena voluntad se unan para salvar la patria y las instituciones. La sesion de ayer fué de grande interés, y en ella se discutieron asuntos de la mayor importancia para la nacion. Los diputados de la mayoría sostuvieron con energía la política del Gobierno, mientras que los de la minoría hicieron observaciones dignas de ser tenidas en cuenta por todos. xyxy=(175,491,300,525)
paragraph: Fácilmente se comprenden las graves circunstancias porque atraviesa el país, y la necesidad de que los hombres de buena voluntad se unan para salvar la patria y las instituciones. La sesion de ayer fué de grande interés, y en ella se discutieron asuntos de la mayor importancia para la nacion. Los diputados de la mayoría sostuvieron con energía la política del Gobierno, mientras que los de la minoría hicieron observaciones dignas de ser tenidas en cuenta por todos. xyxy=(447,652,572,686)
paragraph: Fácilmente se comprenden las graves circunstancias porque atraviesa el país, y la necesidad de que los hombres de buena voluntad se unan para salvar la patria y las instituciones. La sesion de ayer fué de grande interés, y en ella se discutieron asuntos de la mayor importancia para la nacion. Los diputados de la mayoría sostuvieron con energía la política del Gobierno, mientras que los de la minoría hicieron observaciones dignas de ser tenidas en cuenta por todos. xyxy=(40,422,164,456)
paragraph: Fácilmente se comprenden las graves circunstancias porque atraviesa el país, y la necesidad de que los hombres de buena voluntad se unan para salvar la patria y las instituciones. La sesion de ayer fué de grande interés, y en ella se discutieron asuntos de la mayor importancia para la nacion. Los diputados de la mayoría sostuvieron con energía la política del Gobierno, mientras que los de la minoría hicieron observaciones dignas de ser tenidas en cuenta por todos. xyxy=(311,267,436,301)
paragraph: Fácilmente se comprenden las graves circunstancias porque atraviesa el país, y la necesidad de que los hombres de buena voluntad se unan para salvar la patria y las instituciones. La sesion de ayer fué de grande interés, y en ella se discutieron asuntos de la mayor importancia para la nacion. Los diputados de la mayoría sostuvieron con energía la política del Gobierno, mientras que los de la minoría hicieron observaciones dignas de ser tenidas en cuenta por todos. xyxy=(447,477,572,511)
paragraph: Fácilmente se comprenden las graves circunstancias porque atraviesa el país, y la necesidad de que los hombres de buena voluntad se unan para salvar la patria y las instituciones. La sesion de ayer fué de grande interés, y en ella se discutieron asuntos de la mayor importancia para la nacion. Los diputados de la mayoría sostuvieron con energía la política del Gobierno, mientras que los de la minoría hicieron observaciones dignas de ser tenidas en cuenta por todos. xyxy=(175,701,300,735)
paragraph: Fácilmente se comprenden las graves circunstancias porque atraviesa el país, y la necesidad de que los hombres de buena voluntad se unan para salvar la patria y las instituciones. La sesion de ayer fué de grande interés, y en ella se discutieron asuntos de la mayor importancia para la nacion. Los diputados de la mayoría sostuvieron con energía la política del Gobierno, mientras que los de la minoría hicieron observaciones dignas de ser tenidas en cuenta por todos. xyxy=(447,512,572,546)
paragraph: Fácilmente se comprenden las graves circunstancias porque atraviesa el país, y la necesidad de que los hombres de buena voluntad se unan para salvar la patria y las instituciones. La sesion de ayer fué de grande interés, y en ella se discutieron asuntos de la mayor importancia para la nacion. Los diputados de la mayoría sostuvieron con energía la política del Gobierno, mientras que los de la minoría hicieron observaciones dignas de ser tenidas en cuenta por todos. xyxy=(583,302,707,336)
dateline xyxy=(40,136,710,157)
paragraph: Fácilmente se comprenden las graves circunstancias porque atraviesa el país, y la necesidad de que los hombres de buena voluntad se unan para salvar la patria y las instituciones. La sesion de ayer fué de grande interés, y en ella se discutieron asuntos de la mayor importancia para la nacion. Los diputados de la mayoría sostuvieron con energía la política del Gobierno, mientras que los de la minoría hicieron observaciones dignas de ser tenidas en cuenta por todos. xyxy=(583,407,707,441)
paragraph: Fácilmente se comprenden las graves circunstancias porque atraviesa el país, y la necesidad de que los hombres de buena voluntad se unan para salvar la patria y las instituciones. La sesion de ayer fué de grande interés, y en ella se discutieron asuntos de la mayor importancia para la nacion. Los diputados de la mayoría sostuvieron con energía la política del Gobierno, mientras que los de la minoría hicieron observaciones dignas de ser tenidas en cuenta por todos. xyxy=(40,387,164,421)
paragraph: Fácilmente se comprenden las graves circunstancias porque atraviesa el país, y la necesidad de que los hombres de buena voluntad se unan para salvar la patria y las instituciones. La sesion de ayer fué de grande interés, y en ella se discutieron asuntos de la mayor importancia para la nacion. Los diputados de la mayoría sostuvieron con energía la política del Gobierno, mientras que los de la minoría hicieron observaciones dignas de ser tenidas en cuenta por todos. xyxy=(175,386,300,420)
paragraph: Fácilmente se comprenden las graves circunstancias porque atraviesa el país, y la necesidad de que los hombres de buena voluntad se unan para salvar la patria y las instituciones. La sesion de ayer fué de grande interés, y en ella se discutieron asuntos de la mayor importancia para la nacion. Los diputados de la mayoría sostuvieron con energía la política del Gobierno, mientras que los de la minoría hicieron observaciones dignas de ser tenidas en cuenta por todos. xyxy=(175,456,300,490)
paragraph: Fácilmente se comprenden las graves circunstancias porque atraviesa el país, y la necesidad de que los hombres de buena voluntad se unan para salvar la patria y las instituciones. La sesion de ayer fué de grande interés, y en ella se discutieron asuntos de la mayor importancia para la nacion. Los diputados de la mayoría sostuvieron con energía la política del Gobierno, mientras que los de la minoría hicieron observaciones dignas de ser tenidas en cuenta por todos. xyxy=(40,282,164,316)
paragraph: Fácilmente se comprenden las graves circunstancias porque atraviesa el país, y la necesidad de que los hombres de buena voluntad se unan para salvar la patria y las instituciones. La sesion de ayer fué de grande interés, y en ella se discutieron asuntos de la mayor importancia para la nacion. Los diputados de la mayoría sostuvieron con energía la política del Gobierno, mientras que los de la minoría hicieron observaciones dignas de ser tenidas en cuenta por todos. xyxy=(583,232,707,266)
column-3 xyxy=(312,162,442,1012)
paragraph: Fácilmente se comprenden las graves circunstancias porque atraviesa el país, y la necesidad de que los hombres de buena voluntad se unan para salvar la patria y las instituciones. La sesion de ayer fué de grande interés, y en ella se discutieron asuntos de la mayor importancia para la nacion. Los diputados de la mayoría sostuvieron con energía la política del Gobierno, mientras que los de la minoría hicieron observaciones dignas de ser tenidas en cuenta por todos. xyxy=(311,337,436,371)
folletin-title: MARIA xyxy=(91,619,113,626)
issue-date: MADRID.—Miércoles 10 de Setiembre de 1873. xyxy=(282,141,451,151)
price-row: Madrid xyxy=(28,18,47,25)
paragraph: Fácilmente se comprenden las graves circunstancias porque atraviesa el país, y la necesidad de que los hombres de buena voluntad se unan para salvar la patria y las instituciones. La sesion de ayer fué de grande interés, y en ella se discutieron asuntos de la mayor importancia para la nacion. Los diputados de la mayoría sostuvieron con energía la política del Gobierno, mientras que los de la minoría hicieron observaciones dignas de ser tenidas en cuenta por todos. xyxy=(447,372,572,406)
paragraph: Fácilmente se comprenden las graves circunstancias porque atraviesa el país, y la necesidad de que los hombres de buena voluntad se unan para salvar la patria y las instituciones. La sesion de ayer fué de grande interés, y en ella se discutieron asuntos de la mayor importancia para la nacion. Los diputados de la mayoría sostuvieron con energía la política del Gobierno, mientras que los de la minoría hicieron observaciones dignas de ser tenidas en cuenta por todos. xyxy=(583,512,707,546)
paragraph: Fácilmente se comprenden las graves circunstancias porque atraviesa el país, y la necesidad de que los hombres de buena voluntad se unan para salvar la patria y las instituciones. La sesion de ayer fué de grande interés, y en ella se discutieron asuntos de la mayor importancia para la nacion. Los diputados de la mayoría sostuvieron con energía la política del Gobierno, mientras que los de la minoría hicieron observaciones dignas de ser tenidas en cuenta por todos. xyxy=(447,197,572,231)
paragraph: Fácilmente se comprenden las graves circunstancias porque atraviesa el país, y la necesidad de que los hombres de buena voluntad se unan para salvar la patria y las instituciones. La sesion de ayer fué de grande interés, y en ella se discutieron asuntos de la mayor importancia para la nacion. Los diputados de la mayoría sostuvieron con energía la política del Gobierno, mientras que los de la minoría hicieron observaciones dignas de ser tenidas en cuenta por todos. xyxy=(40,669,164,703)
column-heading: AL DIA SIGUIENTE xyxy=(195,233,280,242)
paragraph: Fácilmente se comprenden las graves circunstancias porque atraviesa el país, y la necesidad de que los hombres de buena voluntad se unan para salvar la patria y las instituciones. La sesion de ayer fué de grande interés, y en ella se discutieron asuntos de la mayor importancia para la nacion. Los diputados de la mayoría sostuvieron con energía la política del Gobierno, mientras que los de la minoría hicieron observaciones dignas de ser tenidas en cuenta por todos. xyxy=(311,407,436,441)
paragraph: Fácilmente se comprenden las graves circunstancias porque atraviesa el país, y la necesidad de que los hombres de buena voluntad se unan para salvar la patria y las instituciones. La sesion de ayer fué de grande interés, y en ella se discutieron asuntos de la mayor importancia para la nacion. Los diputados de la mayoría sostuvieron con energía la política del Gobierno, mientras que los de la minoría hicieron observaciones dignas de ser tenidas en cuenta por todos. xyxy=(583,806,707,840)
paragraph: Fácilmente se comprenden las graves circunstancias porque atraviesa el país, y la necesidad de que los hombres de buena voluntad se unan para salvar la patria y las instituciones. La sesion de ayer fué de grande interés, y en ella se discutieron asuntos de la mayor importancia para la nacion. Los diputados de la mayoría sostuvieron con energía la política del Gobierno, mientras que los de la minoría hicieron observaciones dignas de ser tenidas en cuenta por todos. xyxy=(175,281,300,315)
paragraph: Fácilmente se comprenden las graves circunstancias porque atraviesa el país, y la necesidad de que los hombres de buena voluntad se unan para salvar la patria y las instituciones. La sesion de ayer fué de grande interés, y en ella se discutieron asuntos de la mayor importancia para la nacion. Los diputados de la mayoría sostuvieron con energía la política del Gobierno, mientras que los de la minoría hicieron observaciones dignas de ser tenidas en cuenta por todos. xyxy=(311,842,436,876)
